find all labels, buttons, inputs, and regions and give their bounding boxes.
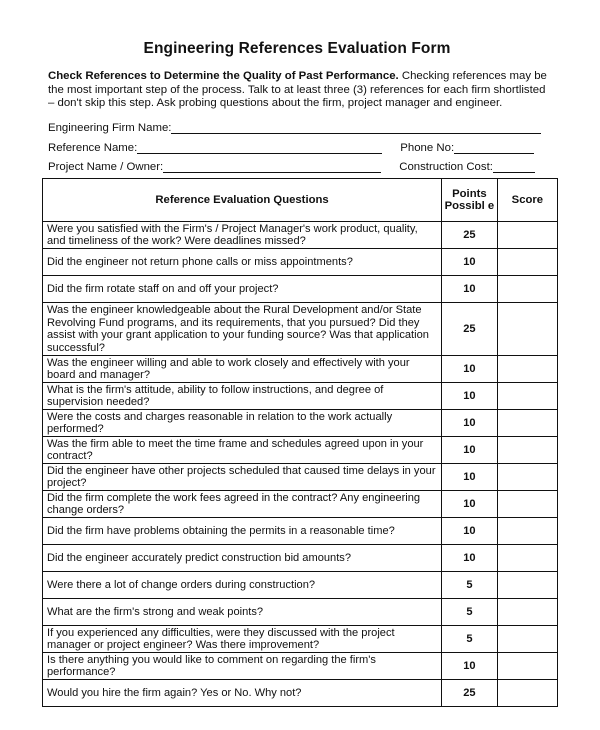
header-points: Points Possibl e bbox=[442, 179, 498, 222]
table-row bbox=[43, 464, 558, 491]
question-cell: Were the costs and charges reasonable in relation to the work actually performed? bbox=[43, 410, 442, 437]
table-row bbox=[43, 626, 558, 653]
construction-cost-label: Construction Cost: bbox=[399, 161, 493, 174]
table-row bbox=[43, 653, 558, 680]
score-cell[interactable] bbox=[497, 249, 557, 276]
question-cell: Did the engineer not return phone calls or miss appointments? bbox=[43, 249, 442, 276]
question-cell: If you experienced any difficulties, were they discussed with the project manager or project engineer? Was there improvement? bbox=[43, 626, 442, 653]
score-cell[interactable] bbox=[497, 222, 557, 249]
phone-field[interactable] bbox=[454, 143, 534, 154]
question-cell: Did the engineer have other projects scheduled that caused time delays in your project? bbox=[43, 464, 442, 491]
score-cell[interactable] bbox=[497, 276, 557, 303]
question-cell: Did the engineer accurately predict construction bid amounts? bbox=[43, 545, 442, 572]
table-row bbox=[43, 383, 558, 410]
score-cell[interactable] bbox=[497, 356, 557, 383]
points-cell: 10 bbox=[442, 518, 498, 545]
table-row bbox=[43, 518, 558, 545]
points-cell: 10 bbox=[442, 356, 498, 383]
reference-name-label: Reference Name: bbox=[48, 141, 138, 154]
table-row bbox=[43, 356, 558, 383]
points-cell: 25 bbox=[442, 222, 498, 249]
score-cell[interactable] bbox=[497, 383, 557, 410]
question-cell: Was the engineer willing and able to work closely and effectively with your board and manager? bbox=[43, 356, 442, 383]
points-cell: 10 bbox=[442, 437, 498, 464]
intro-text: Checking references may be the most important step of the process. Talk to at least three (3) references for each firm shortlisted – don't skip this step. Ask probing questions about the firm, project manager and engineer. bbox=[48, 70, 547, 110]
header-score: Score bbox=[497, 179, 557, 222]
score-cell[interactable] bbox=[497, 626, 557, 653]
project-owner-label: Project Name / Owner: bbox=[48, 161, 164, 174]
question-cell: Would you hire the firm again? Yes or No. Why not? bbox=[43, 680, 442, 707]
score-cell[interactable] bbox=[497, 437, 557, 464]
question-cell: Is there anything you would like to comment on regarding the firm's performance? bbox=[43, 653, 442, 680]
score-cell[interactable] bbox=[497, 545, 557, 572]
reference-name-field[interactable] bbox=[137, 143, 382, 154]
table-row bbox=[43, 249, 558, 276]
question-cell: Did the firm rotate staff on and off your project? bbox=[43, 276, 442, 303]
score-cell[interactable] bbox=[497, 653, 557, 680]
points-cell: 10 bbox=[442, 464, 498, 491]
table-row bbox=[43, 303, 558, 356]
header-questions: Reference Evaluation Questions bbox=[43, 179, 442, 222]
firm-name-row bbox=[48, 115, 552, 135]
question-cell: Were you satisfied with the Firm's / Project Manager's work product, quality, and timeliness of the work? Were deadlines missed? bbox=[43, 222, 442, 249]
score-cell[interactable] bbox=[497, 599, 557, 626]
points-cell: 10 bbox=[442, 545, 498, 572]
reference-phone-row bbox=[48, 134, 552, 154]
question-cell: Was the engineer knowledgeable about the Rural Development and/or State Revolving Fund programs, and its requirements, that you pursued? Did they assist with your grant application to your funding source? Was that application successful? bbox=[43, 303, 442, 356]
points-cell: 10 bbox=[442, 491, 498, 518]
page-title: Engineering References Evaluation Form bbox=[143, 40, 451, 57]
firm-name-label: Engineering Firm Name: bbox=[48, 122, 172, 135]
table-header-row bbox=[43, 179, 558, 222]
project-cost-row bbox=[48, 154, 552, 174]
firm-name-field[interactable] bbox=[171, 123, 541, 134]
question-cell: What is the firm's attitude, ability to follow instructions, and degree of supervision needed? bbox=[43, 383, 442, 410]
table-row bbox=[43, 276, 558, 303]
points-cell: 5 bbox=[442, 572, 498, 599]
table-row bbox=[43, 599, 558, 626]
score-cell[interactable] bbox=[497, 464, 557, 491]
question-cell: Was the firm able to meet the time frame and schedules agreed upon in your contract? bbox=[43, 437, 442, 464]
points-cell: 5 bbox=[442, 599, 498, 626]
points-cell: 10 bbox=[442, 276, 498, 303]
table-row bbox=[43, 491, 558, 518]
score-cell[interactable] bbox=[497, 491, 557, 518]
score-cell[interactable] bbox=[497, 410, 557, 437]
table-row bbox=[43, 572, 558, 599]
table-row bbox=[43, 222, 558, 249]
table-body bbox=[43, 222, 558, 707]
points-cell: 10 bbox=[442, 410, 498, 437]
score-cell[interactable] bbox=[497, 303, 557, 356]
points-cell: 25 bbox=[442, 303, 498, 356]
points-cell: 10 bbox=[442, 653, 498, 680]
table-row bbox=[43, 410, 558, 437]
project-owner-field[interactable] bbox=[163, 162, 381, 173]
table-row bbox=[43, 545, 558, 572]
points-cell: 25 bbox=[442, 680, 498, 707]
points-cell: 10 bbox=[442, 383, 498, 410]
points-cell: 5 bbox=[442, 626, 498, 653]
evaluation-table bbox=[42, 178, 558, 707]
question-cell: Were there a lot of change orders during construction? bbox=[43, 572, 442, 599]
question-cell: Did the firm have problems obtaining the permits in a reasonable time? bbox=[43, 518, 442, 545]
table-row bbox=[43, 437, 558, 464]
table-row bbox=[43, 680, 558, 707]
construction-cost-field[interactable] bbox=[493, 162, 535, 173]
intro-paragraph bbox=[48, 70, 552, 111]
points-cell: 10 bbox=[442, 249, 498, 276]
score-cell[interactable] bbox=[497, 680, 557, 707]
question-cell: What are the firm's strong and weak points? bbox=[43, 599, 442, 626]
phone-label: Phone No: bbox=[400, 141, 455, 154]
intro-bold: Check References to Determine the Quality of Past Performance. bbox=[48, 70, 399, 82]
score-cell[interactable] bbox=[497, 518, 557, 545]
question-cell: Did the firm complete the work fees agreed in the contract? Any engineering change orders? bbox=[43, 491, 442, 518]
score-cell[interactable] bbox=[497, 572, 557, 599]
